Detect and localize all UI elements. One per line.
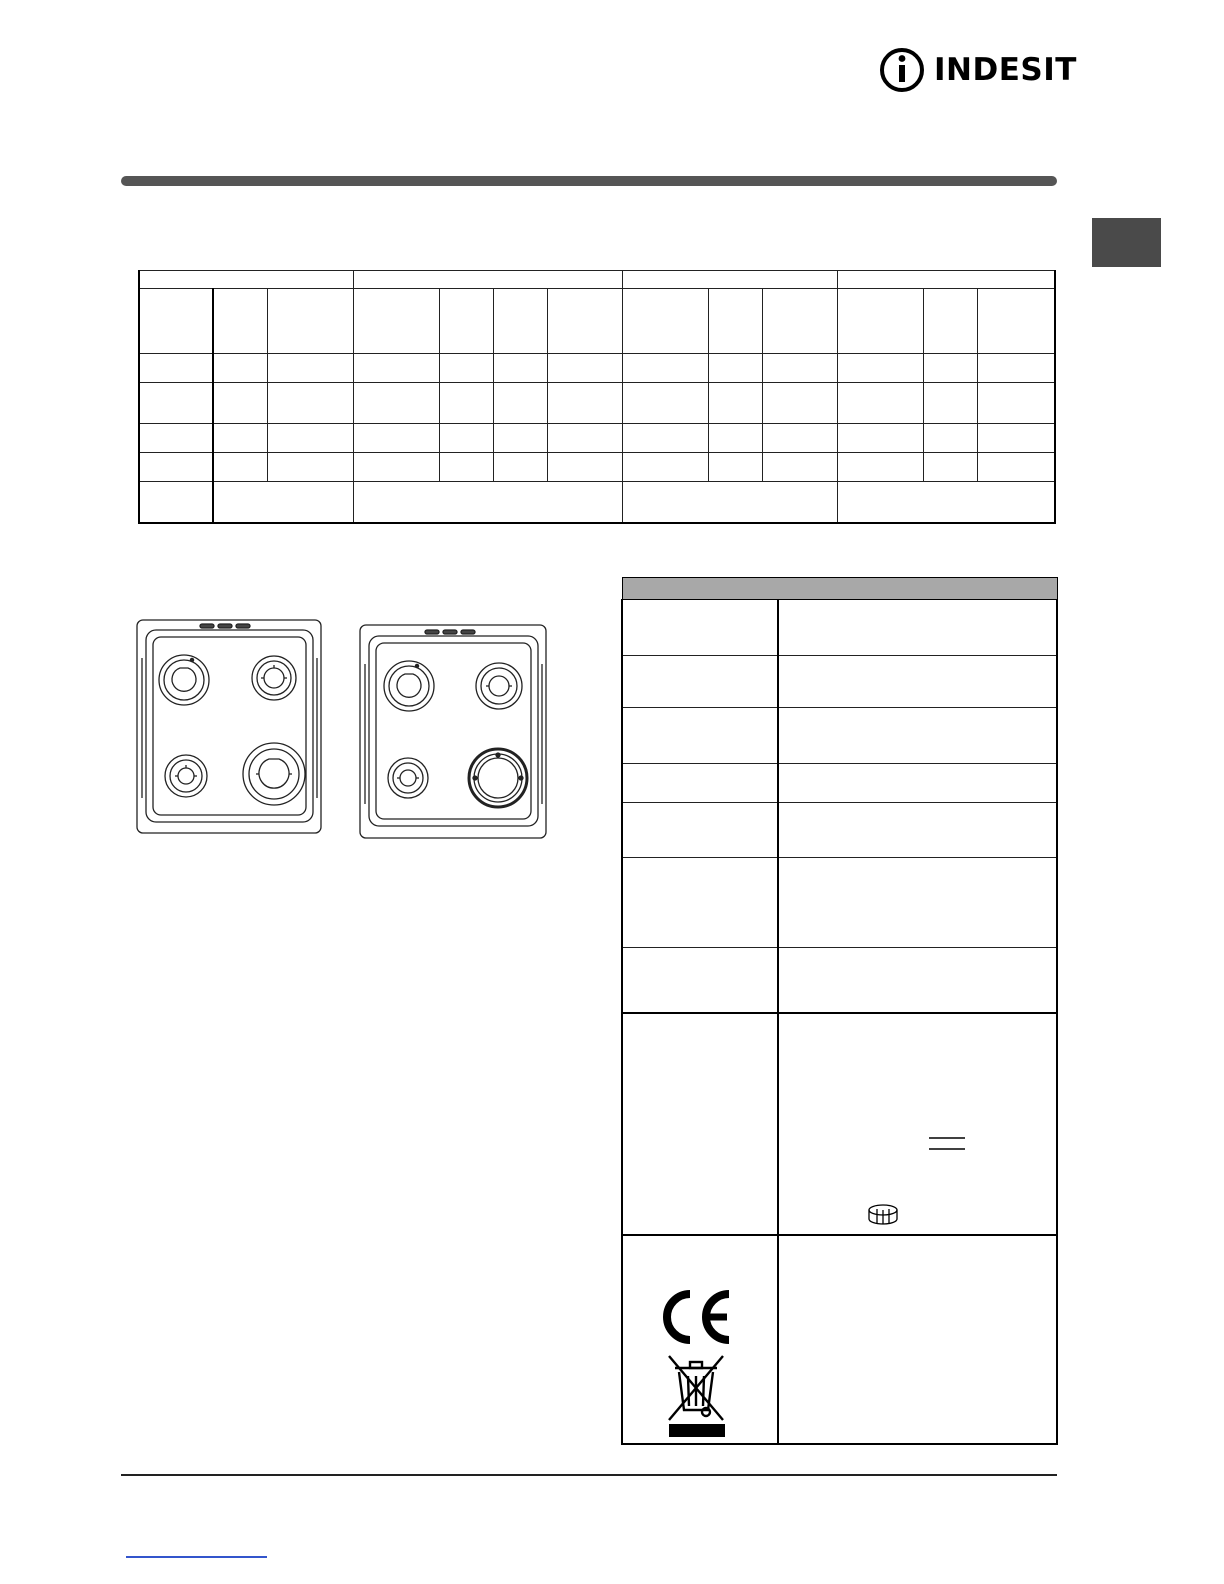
table-cell [353, 424, 439, 453]
table-row [139, 424, 1055, 453]
table-cell [977, 383, 1055, 424]
table-cell [213, 453, 267, 482]
table-row [139, 383, 1055, 424]
table-cell [213, 289, 267, 354]
table-row [622, 858, 1057, 948]
brand-name: INDESIT [934, 52, 1077, 88]
table-cell [622, 858, 778, 948]
table-cell [622, 271, 837, 289]
table-cell [923, 453, 977, 482]
table-cell [439, 383, 493, 424]
table-cell [139, 354, 213, 383]
table-row [622, 1235, 1057, 1444]
table-row [622, 764, 1057, 803]
burner-nozzle-table [138, 270, 1056, 524]
table-cell [622, 764, 778, 803]
table-row [622, 803, 1057, 858]
table-cell [353, 271, 622, 289]
table-cell [778, 1235, 1057, 1444]
table-cell [622, 453, 708, 482]
table-row [622, 708, 1057, 764]
table-cell [708, 354, 762, 383]
spec-header-row [622, 578, 1057, 600]
table-cell [977, 424, 1055, 453]
table-cell [139, 383, 213, 424]
table-cell [778, 858, 1057, 948]
table-cell [778, 803, 1057, 858]
table-cell [353, 453, 439, 482]
table-cell [923, 383, 977, 424]
table-cell [977, 354, 1055, 383]
table-cell [762, 354, 837, 383]
footer-rule [121, 1474, 1057, 1476]
table-cell [213, 482, 353, 523]
weee-crossed-bin-icon [665, 1354, 727, 1438]
table-cell [493, 453, 547, 482]
table-cell [267, 424, 353, 453]
table-cell [708, 289, 762, 354]
table-cell [762, 383, 837, 424]
table-cell [837, 289, 923, 354]
table-cell [778, 656, 1057, 708]
table-cell [778, 948, 1057, 1013]
table-cell [547, 354, 622, 383]
table-row [622, 948, 1057, 1013]
table-cell [622, 424, 708, 453]
table-cell [622, 289, 708, 354]
table-cell [923, 424, 977, 453]
hob-3-gas-1-electric-plate-icon [359, 624, 549, 840]
table-cell [547, 424, 622, 453]
table-cell [547, 453, 622, 482]
table-cell [762, 424, 837, 453]
table-cell [493, 289, 547, 354]
table-cell [923, 289, 977, 354]
table-header-row [139, 289, 1055, 354]
table-cell [493, 424, 547, 453]
table-cell [762, 453, 837, 482]
table-cell [778, 1013, 1057, 1235]
table-cell [923, 354, 977, 383]
table-cell [622, 600, 778, 656]
table-cell [977, 289, 1055, 354]
table-cell [439, 453, 493, 482]
brand-logo-icon [878, 46, 930, 94]
table-cell [708, 453, 762, 482]
table-cell [622, 656, 778, 708]
fraction-line-icon [927, 1136, 967, 1150]
brand-logo [878, 46, 1077, 94]
energy-label-icon [865, 1202, 901, 1228]
technical-specification-table [621, 577, 1058, 1445]
table-cell [622, 708, 778, 764]
table-cell [139, 453, 213, 482]
hob-4-gas-burners-icon [136, 618, 324, 836]
table-cell [837, 271, 1055, 289]
table-cell [267, 289, 353, 354]
table-cell [977, 453, 1055, 482]
table-cell [267, 354, 353, 383]
table-cell [778, 708, 1057, 764]
table-row [622, 1013, 1057, 1235]
table-group-header-row [139, 271, 1055, 289]
table-row [139, 354, 1055, 383]
table-cell [353, 482, 622, 523]
table-cell [547, 383, 622, 424]
table-cell [439, 354, 493, 383]
table-cell [139, 289, 213, 354]
table-cell [622, 948, 778, 1013]
table-row [622, 600, 1057, 656]
table-cell [139, 482, 213, 523]
table-cell [837, 482, 1055, 523]
table-cell [213, 424, 267, 453]
table-cell [213, 383, 267, 424]
table-cell [139, 271, 353, 289]
table-cell [622, 1235, 778, 1444]
language-tab [1092, 218, 1161, 267]
table-cell [547, 289, 622, 354]
table-cell [493, 354, 547, 383]
table-cell [778, 600, 1057, 656]
table-cell [213, 354, 267, 383]
table-row [139, 453, 1055, 482]
footer-link[interactable] [126, 1556, 267, 1558]
table-cell [837, 383, 923, 424]
table-cell [622, 1013, 778, 1235]
table-cell [762, 289, 837, 354]
table-row [139, 482, 1055, 523]
table-cell [439, 424, 493, 453]
table-cell [622, 803, 778, 858]
header-rule [121, 176, 1057, 186]
table-cell [267, 453, 353, 482]
table-cell [622, 482, 837, 523]
table-cell [493, 383, 547, 424]
table-cell [353, 354, 439, 383]
table-cell [139, 424, 213, 453]
table-cell [267, 383, 353, 424]
table-cell [353, 289, 439, 354]
table-row [622, 656, 1057, 708]
ce-mark-icon [657, 1288, 733, 1346]
table-cell [622, 383, 708, 424]
table-cell [837, 424, 923, 453]
table-cell [708, 424, 762, 453]
table-cell [353, 383, 439, 424]
table-cell [622, 578, 1057, 600]
table-cell [837, 354, 923, 383]
table-cell [708, 383, 762, 424]
table-cell [622, 354, 708, 383]
table-cell [778, 764, 1057, 803]
table-cell [837, 453, 923, 482]
table-cell [439, 289, 493, 354]
